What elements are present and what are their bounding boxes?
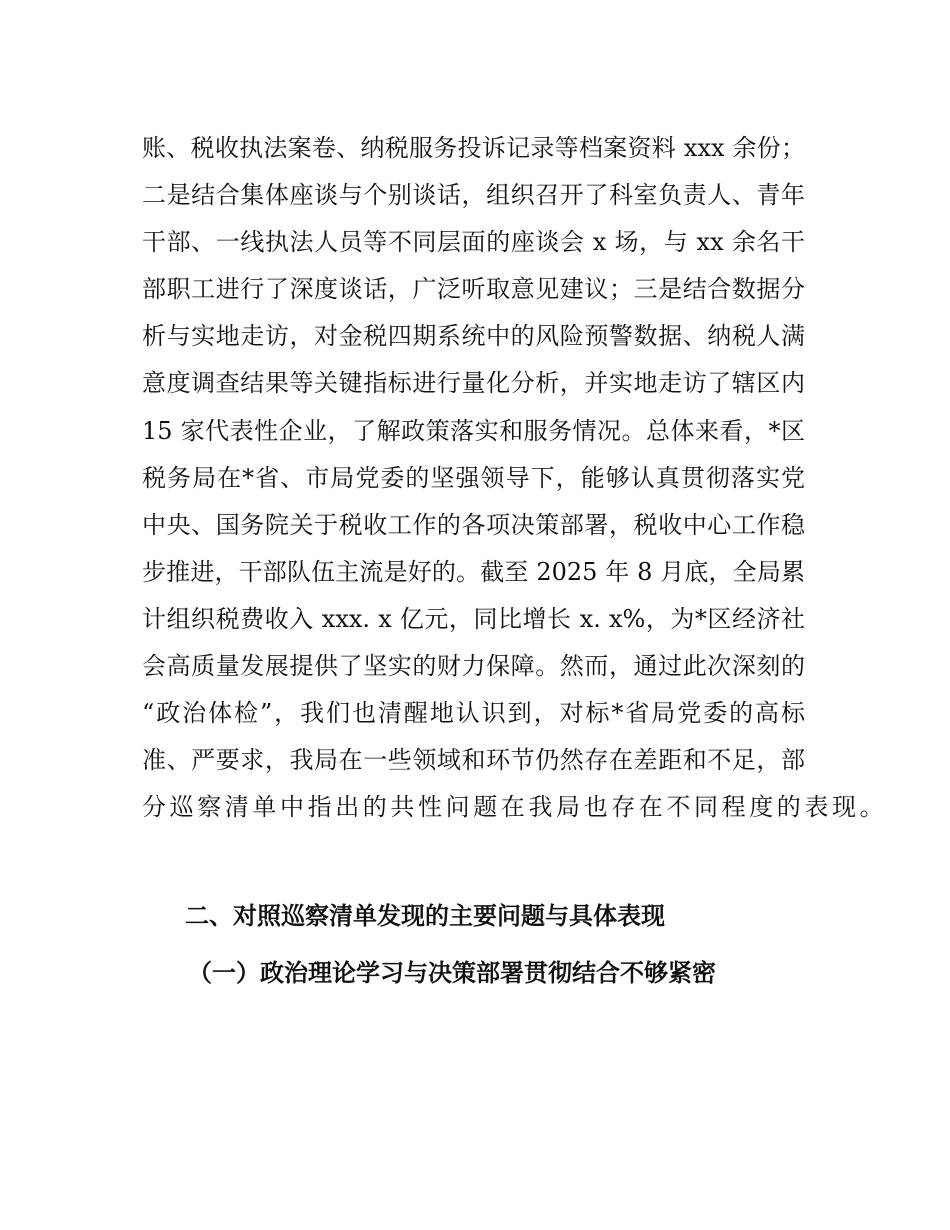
paragraph-line: 准、严要求，我局在一些领域和环节仍然存在差距和不足，部 [142, 746, 805, 775]
paragraph-line: 中央、国务院关于税收工作的各项决策部署，税收中心工作稳 [142, 510, 805, 539]
subsection-heading: （一）政治理论学习与决策部署贯彻结合不够紧密 [188, 959, 716, 987]
paragraph-line: 部职工进行了深度谈话，广泛听取意见建议；三是结合数据分 [142, 275, 805, 304]
paragraph-line: 干部、一线执法人员等不同层面的座谈会 x 场，与 xx 余名干 [142, 228, 805, 257]
paragraph-line: 二是结合集体座谈与个别谈话，组织召开了科室负责人、青年 [142, 181, 805, 210]
paragraph-line: 分巡察清单中指出的共性问题在我局也存在不同程度的表现。 [142, 793, 888, 822]
paragraph-line: 步推进，干部队伍主流是好的。截至 2025 年 8 月底，全局累 [142, 557, 805, 586]
paragraph-line: 析与实地走访，对金税四期系统中的风险预警数据、纳税人满 [142, 322, 805, 351]
paragraph-line: 意度调查结果等关键指标进行量化分析，并实地走访了辖区内 [142, 369, 805, 398]
paragraph-line: 计组织税费收入 xxx. x 亿元，同比增长 x. x%，为*区经济社 [142, 604, 805, 633]
paragraph-line: 账、税收执法案卷、纳税服务投诉记录等档案资料 xxx 余份； [142, 134, 805, 162]
paragraph-line: 会高质量发展提供了坚实的财力保障。然而，通过此次深刻的 [142, 652, 805, 681]
paragraph-line: “政治体检”，我们也清醒地认识到，对标*省局党委的高标 [142, 699, 805, 728]
section-heading: 二、对照巡察清单发现的主要问题与具体表现 [185, 902, 665, 930]
body-paragraph [142, 130, 888, 836]
paragraph-line: 15 家代表性企业，了解政策落实和服务情况。总体来看，*区 [142, 416, 805, 445]
paragraph-line: 税务局在*省、市局党委的坚强领导下，能够认真贯彻落实党 [142, 463, 805, 492]
